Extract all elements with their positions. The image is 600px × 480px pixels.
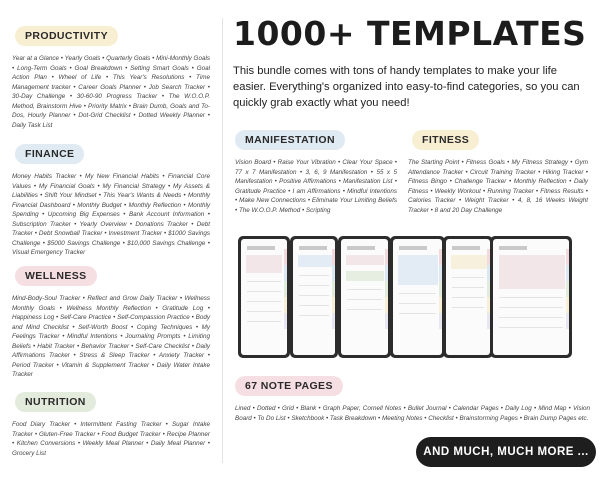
tablet-preview [338,236,391,358]
fitness-list: The Starting Point • Fitness Goals • My Fitness Strategy • Gym Attendance Tracker • Circuit Training Tracker • Hiking Tracker • Fitness Bingo • Challenge Tracker • Monthly Reflection • Daily Fitness • Weekly Workout • Running Tracker • Fitness Results • Calories Tracker • Weight Tracker • 4, 8, 16 Weeks Weight Tracker • 8 and 20 Day Challenge [408,159,588,214]
productivity-section [12,26,210,130]
tablet-preview [390,236,445,358]
finance-heading: FINANCE [15,144,84,164]
column-divider [222,18,223,463]
wellness-list: Mind-Body-Soul Tracker • Reflect and Grow Daily Tracker • Wellness Monthly Goals • Wellness Monthly Reflection • Gratitude Log • Happiness Log • Self-Care Practice • Self-Compassion Practice • Body and Mind Checklist • Self-Worth Boost • Coping Techniques • My Feelings Tracker • Mindful Intentions • Journaling Prompts • Limiting Beliefs • Habit Tracker • Behavior Tracker • Self-Care Checklist • Daily Affirmations Tracker • Stress & Sleep Tracker • Anxiety Tracker • Period Tracker • Vitamin & Supplement Tracker • Daily Water Intake Tracker [12,295,210,378]
fitness-heading: FITNESS [412,130,479,150]
intro-text: This bundle comes with tons of handy templates to make your life easier. Everything's organized into easy-to-find categories, so you can quickly grab exactly what you need! [233,65,580,109]
tablet-preview [443,236,493,358]
notes-list: Lined • Dotted • Grid • Blank • Graph Paper, Cornell Notes • Bullet Journal • Calendar Pages • Daily Log • Mind Map • Vision Board • To Do List • Sketchbook • Task Breakdown • Meeting Notes • Checklist • Brainstorming Pages • Brain Dump Pages etc. [235,405,590,422]
nutrition-section [12,392,210,458]
tablet-previews [238,236,574,360]
page-title: 1000+ TEMPLATES [233,14,587,53]
finance-section [12,144,210,258]
wellness-section [12,266,210,380]
productivity-heading: PRODUCTIVITY [15,26,118,46]
nutrition-heading: NUTRITION [15,392,96,412]
more-templates-button[interactable]: AND MUCH, MUCH MORE ... [416,437,596,467]
productivity-list: Year at a Glance • Yearly Goals • Quarterly Goals • Mini-Monthly Goals • Long-Term Goals • Goal Breakdown • Setting Smart Goals • Goal Action Plan • Wheel of Life • This Year's Resolutions • Time Management tracker • Career Goals Planner • Job Search Tracker • 30-Day Challenge • 30-60-90 Progress Tracker • The W.O.O.P. Method, Brainstorm Hive • Priority Matrix • Brain Dumb, Goals and To-Dos, Hourly Planner • Dot-Grid Checklist • Dotted Weekly Planner • Daily Task List [12,55,210,129]
wellness-heading: WELLNESS [15,266,97,286]
notes-section [235,376,590,423]
manifestation-list: Vision Board • Raise Your Vibration • Clear Your Space • 77 x 7 Manifestation • 3, 6, 9 Manifestation • 55 x 5 Manifestation • Positive Affirmations • Manifestation List • Gratitude Practice • I am Affirmations • Mindful Intentions • Make New Connections • Eliminate Your Limiting Beliefs • The W.O.O.P. Method • Scripting [235,159,397,214]
tablet-preview [238,236,290,358]
finance-list: Money Habits Tracker • My New Financial Habits • Financial Core Values • My Financial Goals • My Financial Strategy • My Assets & Liabilities • Shift Your Mindset • This Year's Wants & Needs • Monthly Financial Dashboard • Monthly Budget • Monthly Reflection • Monthly Spending • Upcoming Big Expenses • Bank Account Information • Subscription Tracker • Yearly Overview • Donations Tracker • Debt Tracker • Debt Snowball Tracker • Investment Tracker • $1000 Savings Challenge • $5000 Savings Challenge • $10,000 Savings Challenge • Visual Emergency Tracker [12,173,210,256]
manifestation-section [235,130,397,215]
notes-heading: 67 NOTE PAGES [235,376,343,396]
tablet-preview [490,236,572,358]
tablet-preview [290,236,338,358]
left-column [0,0,222,480]
manifestation-heading: MANIFESTATION [235,130,345,150]
nutrition-list: Food Diary Tracker • Intermittent Fasting Tracker • Sugar Intake Tracker • Gluten-Free Tracker • Food Budget Tracker • Recipe Planner • Kitchen Conversions • Weekly Meal Planner • Daily Meal Planner • Grocery List [12,421,210,457]
fitness-section [408,130,588,215]
